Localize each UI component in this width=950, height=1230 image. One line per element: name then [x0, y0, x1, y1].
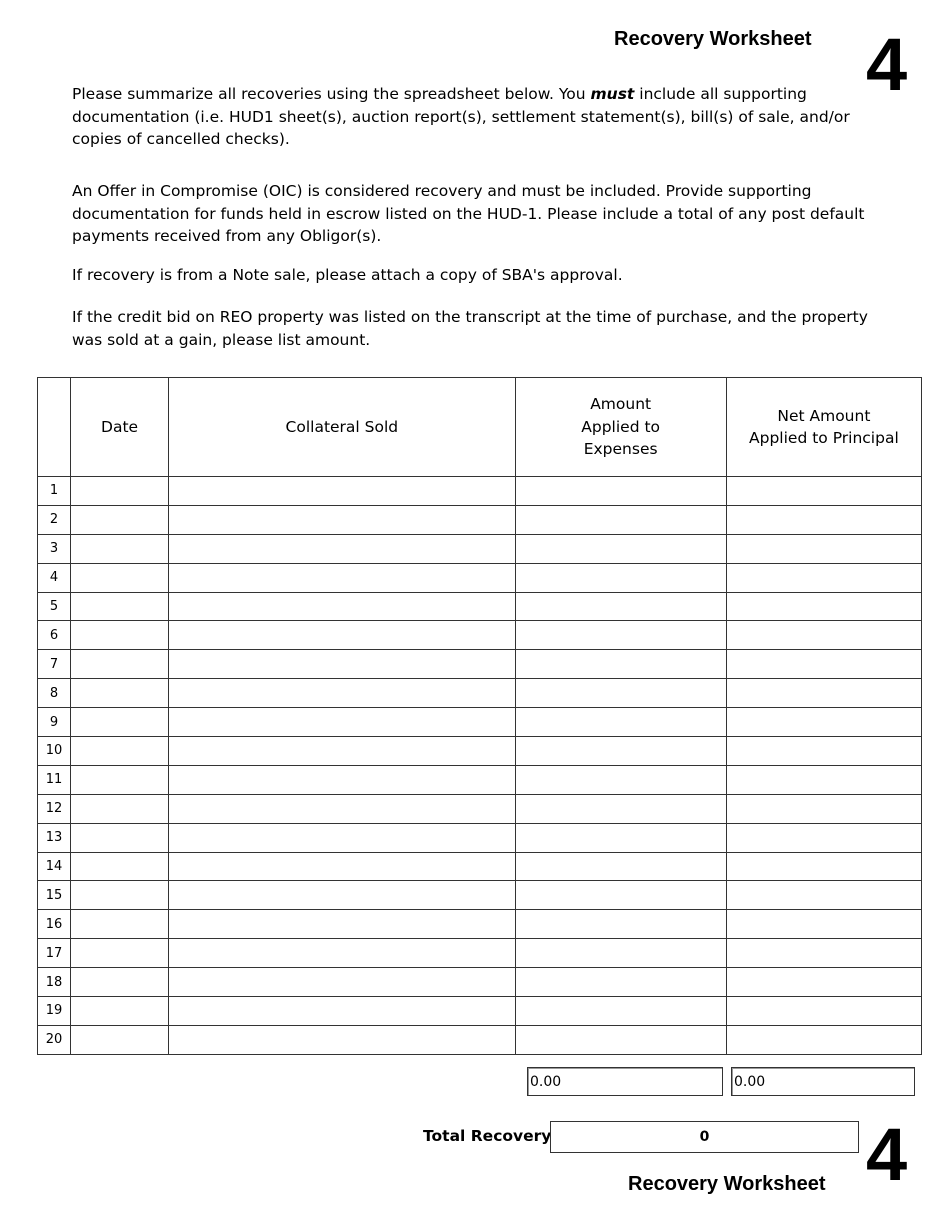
footer-title: Recovery Worksheet — [628, 1173, 826, 1195]
table-row — [38, 939, 922, 968]
row-number-cell: 18 — [38, 968, 71, 997]
expenses-cell[interactable] — [515, 852, 726, 881]
collateral-sold-cell[interactable] — [169, 505, 515, 534]
table-row — [38, 650, 922, 679]
date-cell[interactable] — [71, 765, 169, 794]
expenses-cell[interactable] — [515, 1025, 726, 1054]
table-row — [38, 765, 922, 794]
row-number-cell: 9 — [38, 708, 71, 737]
net-principal-cell[interactable] — [726, 592, 921, 621]
expenses-cell[interactable] — [515, 794, 726, 823]
net-principal-cell[interactable] — [726, 621, 921, 650]
net-principal-cell[interactable] — [726, 939, 921, 968]
row-number-cell: 4 — [38, 563, 71, 592]
date-cell[interactable] — [71, 881, 169, 910]
row-number-cell: 17 — [38, 939, 71, 968]
page-title: Recovery Worksheet — [614, 28, 812, 50]
form-section-number: 4 — [866, 23, 908, 106]
date-cell[interactable] — [71, 563, 169, 592]
form-section-number-footer: 4 — [866, 1113, 908, 1196]
expenses-cell[interactable] — [515, 650, 726, 679]
collateral-sold-cell[interactable] — [169, 794, 515, 823]
row-number-cell: 11 — [38, 765, 71, 794]
expenses-cell[interactable] — [515, 505, 726, 534]
row-number-cell: 20 — [38, 1025, 71, 1054]
date-cell[interactable] — [71, 650, 169, 679]
expenses-cell[interactable] — [515, 592, 726, 621]
collateral-sold-cell[interactable] — [169, 592, 515, 621]
instructions-paragraph-3: If recovery is from a Note sale, please attach a copy of SBA's approval. — [72, 266, 623, 284]
header-amount-applied-to-expenses: Amount Applied to Expenses — [515, 378, 726, 477]
collateral-sold-cell[interactable] — [169, 477, 515, 506]
collateral-sold-cell[interactable] — [169, 1025, 515, 1054]
expenses-cell[interactable] — [515, 823, 726, 852]
row-number-cell: 2 — [38, 505, 71, 534]
expenses-cell[interactable] — [515, 708, 726, 737]
expenses-cell[interactable] — [515, 534, 726, 563]
row-number-cell: 12 — [38, 794, 71, 823]
row-number-cell: 15 — [38, 881, 71, 910]
net-principal-cell[interactable] — [726, 737, 921, 766]
row-number-cell: 3 — [38, 534, 71, 563]
date-cell[interactable] — [71, 823, 169, 852]
table-row — [38, 505, 922, 534]
emphasis-must: must — [590, 85, 635, 103]
net-principal-cell[interactable] — [726, 1025, 921, 1054]
collateral-sold-cell[interactable] — [169, 708, 515, 737]
date-cell[interactable] — [71, 708, 169, 737]
table-row — [38, 477, 922, 506]
date-cell[interactable] — [71, 852, 169, 881]
expenses-cell[interactable] — [515, 939, 726, 968]
collateral-sold-cell[interactable] — [169, 939, 515, 968]
net-principal-cell[interactable] — [726, 881, 921, 910]
table-row — [38, 592, 922, 621]
net-principal-cell[interactable] — [726, 477, 921, 506]
table-row — [38, 852, 922, 881]
net-principal-cell[interactable] — [726, 534, 921, 563]
collateral-sold-cell[interactable] — [169, 765, 515, 794]
total-recovery-field[interactable]: 0 — [550, 1121, 859, 1153]
net-principal-cell[interactable] — [726, 968, 921, 997]
collateral-sold-cell[interactable] — [169, 650, 515, 679]
table-header-row — [38, 378, 922, 477]
expenses-cell[interactable] — [515, 477, 726, 506]
row-number-cell: 13 — [38, 823, 71, 852]
expenses-cell[interactable] — [515, 621, 726, 650]
row-number-cell: 8 — [38, 679, 71, 708]
date-cell[interactable] — [71, 534, 169, 563]
instructions-paragraph-1: Please summarize all recoveries using the spreadsheet below. You must include all supporting documentation (i.e. HUD1 sheet(s), auction report(s), settlement statement(s), bill(s) of sale, and/or copies of cancelled checks). — [72, 85, 850, 148]
collateral-sold-cell[interactable] — [169, 852, 515, 881]
collateral-sold-cell[interactable] — [169, 910, 515, 939]
table-row — [38, 621, 922, 650]
net-principal-cell[interactable] — [726, 794, 921, 823]
recovery-table — [37, 377, 922, 1055]
date-cell[interactable] — [71, 737, 169, 766]
row-number-cell: 1 — [38, 477, 71, 506]
collateral-sold-cell[interactable] — [169, 881, 515, 910]
date-cell[interactable] — [71, 679, 169, 708]
header-date: Date — [71, 378, 169, 477]
net-principal-cell[interactable] — [726, 823, 921, 852]
table-row — [38, 881, 922, 910]
table-row — [38, 708, 922, 737]
expenses-cell[interactable] — [515, 968, 726, 997]
row-number-cell: 19 — [38, 997, 71, 1026]
expenses-cell[interactable] — [515, 737, 726, 766]
table-row — [38, 679, 922, 708]
row-number-cell: 7 — [38, 650, 71, 679]
collateral-sold-cell[interactable] — [169, 563, 515, 592]
table-row — [38, 968, 922, 997]
row-number-cell: 5 — [38, 592, 71, 621]
total-recovery-label: Total Recovery — [423, 1127, 552, 1145]
row-number-cell: 16 — [38, 910, 71, 939]
expenses-sum-field[interactable]: 0.00 — [527, 1067, 723, 1096]
header-net-amount-applied-to-principal: Net Amount Applied to Principal — [726, 378, 921, 477]
row-number-cell: 14 — [38, 852, 71, 881]
expenses-cell[interactable] — [515, 910, 726, 939]
collateral-sold-cell[interactable] — [169, 621, 515, 650]
date-cell[interactable] — [71, 939, 169, 968]
expenses-cell[interactable] — [515, 679, 726, 708]
table-row — [38, 737, 922, 766]
collateral-sold-cell[interactable] — [169, 679, 515, 708]
date-cell[interactable] — [71, 910, 169, 939]
expenses-cell[interactable] — [515, 765, 726, 794]
date-cell[interactable] — [71, 997, 169, 1026]
instructions-paragraph-4: If the credit bid on REO property was listed on the transcript at the time of purchase, and the property was sold at a gain, please list amount. — [72, 308, 868, 349]
row-number-cell: 10 — [38, 737, 71, 766]
table-row — [38, 823, 922, 852]
net-principal-cell[interactable] — [726, 708, 921, 737]
table-row — [38, 1025, 922, 1054]
collateral-sold-cell[interactable] — [169, 997, 515, 1026]
net-principal-cell[interactable] — [726, 679, 921, 708]
table-row — [38, 794, 922, 823]
net-principal-cell[interactable] — [726, 563, 921, 592]
expenses-cell[interactable] — [515, 563, 726, 592]
net-principal-cell[interactable] — [726, 505, 921, 534]
table-row — [38, 563, 922, 592]
row-number-cell: 6 — [38, 621, 71, 650]
header-row-number — [38, 378, 71, 477]
net-principal-cell[interactable] — [726, 852, 921, 881]
date-cell[interactable] — [71, 505, 169, 534]
net-principal-sum-field[interactable]: 0.00 — [731, 1067, 915, 1096]
instructions-paragraph-2: An Offer in Compromise (OIC) is considered recovery and must be included. Provide supporting documentation for funds held in escrow listed on the HUD-1. Please include a total of any post default payments received from any Obligor(s). — [72, 182, 865, 245]
table-row — [38, 910, 922, 939]
date-cell[interactable] — [71, 477, 169, 506]
table-row — [38, 534, 922, 563]
net-principal-cell[interactable] — [726, 910, 921, 939]
date-cell[interactable] — [71, 592, 169, 621]
header-collateral-sold: Collateral Sold — [169, 378, 515, 477]
collateral-sold-cell[interactable] — [169, 823, 515, 852]
date-cell[interactable] — [71, 1025, 169, 1054]
collateral-sold-cell[interactable] — [169, 534, 515, 563]
date-cell[interactable] — [71, 621, 169, 650]
collateral-sold-cell[interactable] — [169, 737, 515, 766]
expenses-cell[interactable] — [515, 997, 726, 1026]
expenses-cell[interactable] — [515, 881, 726, 910]
collateral-sold-cell[interactable] — [169, 968, 515, 997]
date-cell[interactable] — [71, 968, 169, 997]
table-row — [38, 997, 922, 1026]
date-cell[interactable] — [71, 794, 169, 823]
net-principal-cell[interactable] — [726, 765, 921, 794]
net-principal-cell[interactable] — [726, 650, 921, 679]
net-principal-cell[interactable] — [726, 997, 921, 1026]
